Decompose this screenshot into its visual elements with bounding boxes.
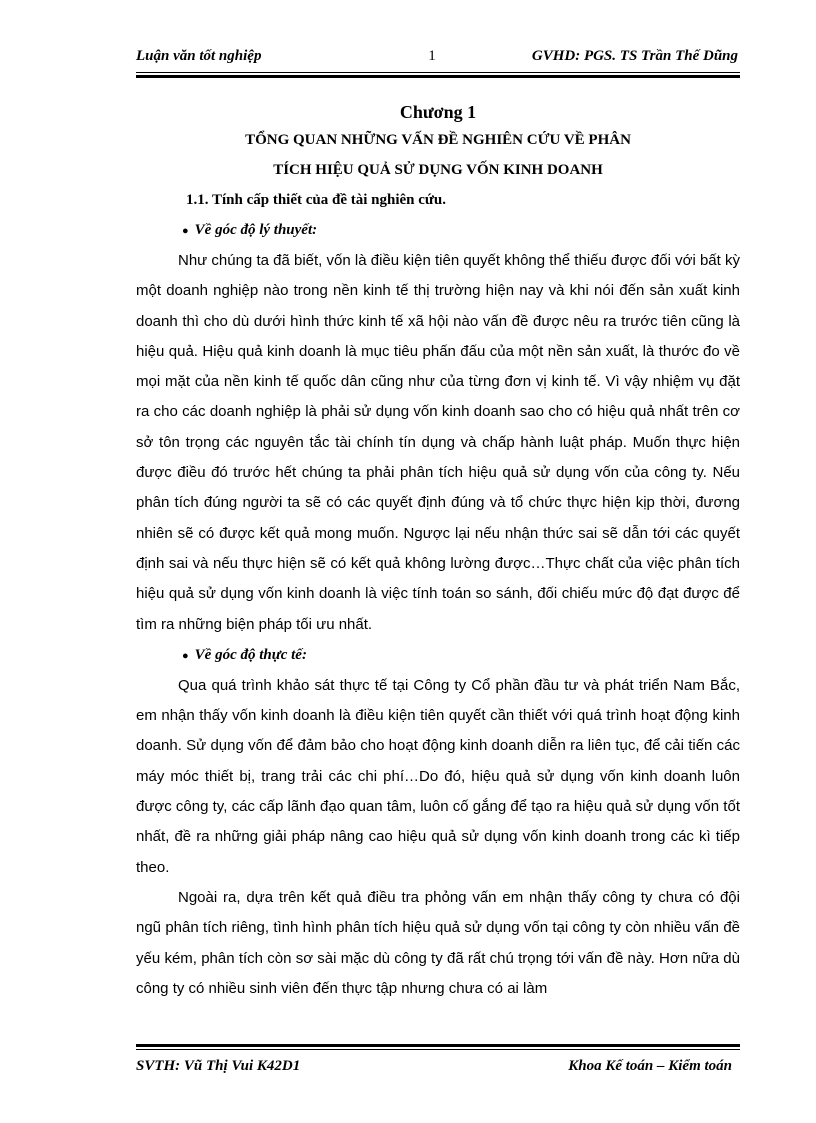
header-advisor: GVHD: PGS. TS Trần Thế Dũng (531, 48, 738, 64)
paragraph-practice: Qua quá trình khảo sát thực tế tại Công ty Cổ phần đầu tư và phát triển Nam Bắc, em nhận thấy vốn kinh doanh là điều kiện tiên quyết cần thiết với quá trình hoạt động kinh doanh. Sử dụng vốn để đảm bảo cho hoạt động kinh doanh diễn ra liên tục, để cải tiến các máy móc thiết bị, trang trải các chi phí…Do đó, hiệu quả sử dụng vốn kinh doanh luôn được công ty, các cấp lãnh đạo quan tâm, luôn cố gắng để tạo ra hiệu quả sử dụng vốn tốt nhất, đề ra những giải pháp nâng cao hiệu quả sử dụng vốn kinh doanh trong các kì tiếp theo. (136, 676, 740, 876)
chapter-title-line-2: TÍCH HIỆU QUẢ SỬ DỤNG VỐN KINH DOANH (273, 162, 603, 178)
footer-student: SVTH: Vũ Thị Vui K42D1 (136, 1058, 301, 1074)
header-rule-thick (136, 72, 740, 73)
paragraph-additional: Ngoài ra, dựa trên kết quả điều tra phỏng vấn em nhận thấy công ty chưa có đội ngũ phân tích riêng, tình hình phân tích hiệu quả sử dụng vốn tại công ty còn nhiều vấn đề yếu kém, phân tích còn sơ sài mặc dù công ty đã rất chú trọng tới vấn đề này. Hơn nữa dù công ty có nhiều sinh viên đến thực tập nhưng chưa có ai làm (136, 888, 740, 997)
chapter-title-line-1: TỔNG QUAN NHỮNG VẤN ĐỀ NGHIÊN CỨU VỀ PHÂN (245, 132, 631, 148)
page-footer (136, 1058, 740, 1080)
bullet-dot-icon: ● (182, 649, 189, 662)
paragraph-theory: Như chúng ta đã biết, vốn là điều kiện tiên quyết không thể thiếu được đối với bất kỳ một doanh nghiệp nào trong nền kinh tế thị trường hiện nay và khi nói đến sản xuất kinh doanh thì cho dù dưới hình thức kinh tế xã hội nào vấn đề được nêu ra trước tiên cũng là hiệu quả. Hiệu quả kinh doanh là mục tiêu phấn đấu của một nền sản xuất, là thước đo về mọi mặt của nền kinh tế quốc dân cũng như của từng đơn vị kinh tế. Vì vậy nhiệm vụ đặt ra cho các doanh nghiệp là phải sử dụng vốn kinh doanh sao cho có hiệu quả nhất trên cơ sở tôn trọng các nguyên tắc tài chính tín dụng và chấp hành luật pháp. Muốn thực hiện được điều đó trước hết chúng ta phải phân tích hiệu quả sử dụng vốn của công ty. Nếu phân tích đúng người ta sẽ có các quyết định đúng và tổ chức thực hiện kịp thời, đương nhiên sẽ có được kết quả mong muốn. Ngược lại nếu nhận thức sai sẽ dẫn tới các quyết định sai và nếu thực hiện sẽ có kết quả không lường được…Thực chất của việc phân tích hiệu quả sử dụng vốn kinh doanh là việc tính toán so sánh, đối chiếu mức độ đạt được để tìm ra những biện pháp tối ưu nhất. (136, 252, 740, 633)
bullet-theory (182, 215, 740, 246)
bullet-dot-icon: ● (182, 225, 189, 237)
footer-department: Khoa Kế toán – Kiểm toán (568, 1058, 732, 1074)
footer-rule-double (136, 1044, 740, 1047)
chapter-label: Chương 1 (399, 102, 477, 122)
header-rule-double (136, 75, 740, 78)
page-body (136, 96, 740, 1004)
bullet-theory-label: Về góc độ lý thuyết: (194, 222, 318, 238)
page-header (136, 48, 740, 70)
bullet-practice-label: Về góc độ thực tế: (194, 646, 307, 663)
footer-rule-thin (136, 1049, 740, 1050)
section-heading: 1.1. Tính cấp thiết của đề tài nghiên cứu. (186, 192, 447, 208)
header-thesis-label: Luận văn tốt nghiệp (136, 48, 262, 64)
bullet-practice (182, 640, 740, 671)
page-number: 1 (428, 48, 436, 64)
